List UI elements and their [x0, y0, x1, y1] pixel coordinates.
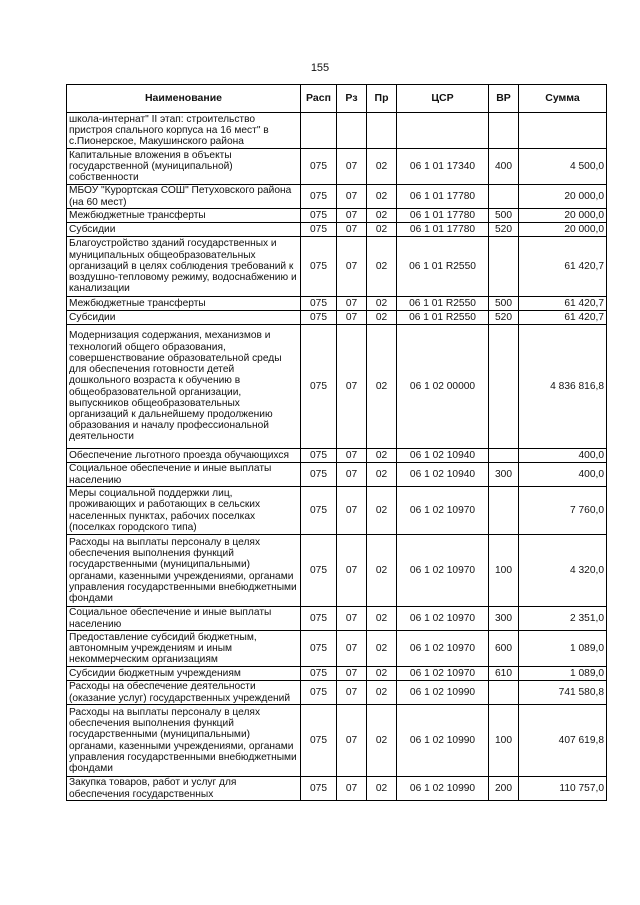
row-rz-cell: 07 [337, 449, 367, 463]
row-pr-cell: 02 [367, 535, 397, 607]
row-rz-cell: 07 [337, 667, 367, 681]
row-csr-cell: 06 1 02 10990 [397, 705, 489, 777]
row-pr-cell: 02 [367, 449, 397, 463]
row-vr-cell: 300 [489, 463, 519, 487]
row-pr-cell: 02 [367, 487, 397, 535]
row-csr-cell: 06 1 01 17780 [397, 185, 489, 209]
header-csr: ЦСР [397, 85, 489, 113]
row-csr-cell: 06 1 01 17340 [397, 149, 489, 185]
table-row [67, 705, 607, 777]
row-vr-cell: 520 [489, 311, 519, 325]
row-sum-cell: 4 836 816,8 [519, 325, 607, 449]
row-csr-cell: 06 1 02 00000 [397, 325, 489, 449]
row-pr-cell: 02 [367, 297, 397, 311]
row-vr-cell [489, 113, 519, 149]
row-rz-cell: 07 [337, 325, 367, 449]
row-rasp-cell: 075 [301, 777, 337, 801]
row-csr-cell: 06 1 02 10970 [397, 631, 489, 667]
row-name-cell: Благоустройство зданий государственных и муниципальных общеобразовательных организаций в целях соблюдения требований к воздушно-тепловому режиму, водоснабжению и канализации [67, 237, 301, 297]
row-sum-cell: 407 619,8 [519, 705, 607, 777]
row-csr-cell: 06 1 02 10970 [397, 535, 489, 607]
row-vr-cell [489, 487, 519, 535]
table-row [67, 607, 607, 631]
row-sum-cell: 400,0 [519, 449, 607, 463]
row-pr-cell: 02 [367, 705, 397, 777]
header-rasp: Расп [301, 85, 337, 113]
row-rz-cell: 07 [337, 463, 367, 487]
row-vr-cell: 300 [489, 607, 519, 631]
row-pr-cell: 02 [367, 607, 397, 631]
row-vr-cell: 400 [489, 149, 519, 185]
table-row [67, 463, 607, 487]
row-rz-cell: 07 [337, 705, 367, 777]
row-pr-cell: 02 [367, 237, 397, 297]
header-sum: Сумма [519, 85, 607, 113]
row-sum-cell: 2 351,0 [519, 607, 607, 631]
row-pr-cell: 02 [367, 149, 397, 185]
row-rasp-cell: 075 [301, 607, 337, 631]
row-rasp-cell: 075 [301, 209, 337, 223]
row-name-cell: Межбюджетные трансферты [67, 297, 301, 311]
row-pr-cell [367, 113, 397, 149]
row-rz-cell: 07 [337, 631, 367, 667]
row-sum-cell: 4 320,0 [519, 535, 607, 607]
budget-table [66, 84, 607, 801]
row-csr-cell: 06 1 02 10990 [397, 777, 489, 801]
row-pr-cell: 02 [367, 223, 397, 237]
row-name-cell: Закупка товаров, работ и услуг для обеспечения государственных [67, 777, 301, 801]
row-rz-cell: 07 [337, 185, 367, 209]
table-row [67, 535, 607, 607]
row-rasp-cell: 075 [301, 667, 337, 681]
table-row [67, 149, 607, 185]
row-vr-cell [489, 325, 519, 449]
row-sum-cell: 1 089,0 [519, 667, 607, 681]
row-name-cell: Расходы на обеспечение деятельности (оказание услуг) государственных учреждений [67, 681, 301, 705]
row-vr-cell: 600 [489, 631, 519, 667]
row-rasp-cell: 075 [301, 631, 337, 667]
table-row [67, 209, 607, 223]
row-name-cell: Предоставление субсидий бюджетным, автономным учреждениям и иным некоммерческим организациям [67, 631, 301, 667]
row-sum-cell: 1 089,0 [519, 631, 607, 667]
row-rasp-cell: 075 [301, 223, 337, 237]
row-vr-cell: 100 [489, 535, 519, 607]
row-csr-cell: 06 1 02 10990 [397, 681, 489, 705]
row-csr-cell: 06 1 01 R2550 [397, 297, 489, 311]
row-csr-cell: 06 1 02 10970 [397, 667, 489, 681]
row-rz-cell: 07 [337, 149, 367, 185]
table-row [67, 297, 607, 311]
row-rasp-cell: 075 [301, 681, 337, 705]
table-row [67, 223, 607, 237]
row-rz-cell: 07 [337, 777, 367, 801]
row-rz-cell: 07 [337, 311, 367, 325]
row-rz-cell [337, 113, 367, 149]
row-csr-cell [397, 113, 489, 149]
row-sum-cell: 400,0 [519, 463, 607, 487]
page-number: 155 [310, 62, 330, 74]
row-sum-cell [519, 113, 607, 149]
row-sum-cell: 741 580,8 [519, 681, 607, 705]
row-rz-cell: 07 [337, 237, 367, 297]
row-rasp-cell: 075 [301, 463, 337, 487]
row-csr-cell: 06 1 02 10970 [397, 607, 489, 631]
row-rasp-cell: 075 [301, 705, 337, 777]
row-sum-cell: 61 420,7 [519, 297, 607, 311]
row-vr-cell: 520 [489, 223, 519, 237]
row-name-cell: Субсидии [67, 311, 301, 325]
row-pr-cell: 02 [367, 681, 397, 705]
header-rz: Рз [337, 85, 367, 113]
table-row [67, 237, 607, 297]
row-rasp-cell: 075 [301, 487, 337, 535]
row-pr-cell: 02 [367, 463, 397, 487]
row-csr-cell: 06 1 02 10970 [397, 487, 489, 535]
table-row [67, 667, 607, 681]
row-rasp-cell: 075 [301, 325, 337, 449]
row-rz-cell: 07 [337, 681, 367, 705]
row-sum-cell: 61 420,7 [519, 237, 607, 297]
row-name-cell: Обеспечение льготного проезда обучающихся [67, 449, 301, 463]
table-header-row [67, 85, 607, 113]
row-name-cell: Субсидии бюджетным учреждениям [67, 667, 301, 681]
row-sum-cell: 61 420,7 [519, 311, 607, 325]
row-sum-cell: 20 000,0 [519, 185, 607, 209]
row-name-cell: Социальное обеспечение и иные выплаты населению [67, 607, 301, 631]
row-rz-cell: 07 [337, 535, 367, 607]
row-csr-cell: 06 1 01 R2550 [397, 311, 489, 325]
row-vr-cell: 610 [489, 667, 519, 681]
table-row [67, 449, 607, 463]
header-pr: Пр [367, 85, 397, 113]
row-csr-cell: 06 1 01 17780 [397, 209, 489, 223]
row-rz-cell: 07 [337, 297, 367, 311]
row-name-cell: школа-интернат" II этап: строительство пристроя спального корпуса на 16 мест" в с.Пионерское, Макушинского района [67, 113, 301, 149]
table-row [67, 487, 607, 535]
table-row [67, 113, 607, 149]
row-rasp-cell: 075 [301, 311, 337, 325]
row-pr-cell: 02 [367, 209, 397, 223]
row-sum-cell: 20 000,0 [519, 209, 607, 223]
row-rasp-cell: 075 [301, 185, 337, 209]
row-rasp-cell: 075 [301, 237, 337, 297]
row-rz-cell: 07 [337, 487, 367, 535]
row-rasp-cell: 075 [301, 449, 337, 463]
row-rz-cell: 07 [337, 607, 367, 631]
row-sum-cell: 7 760,0 [519, 487, 607, 535]
row-name-cell: Субсидии [67, 223, 301, 237]
row-name-cell: Капитальные вложения в объекты государственной (муниципальной) собственности [67, 149, 301, 185]
row-pr-cell: 02 [367, 325, 397, 449]
row-name-cell: Расходы на выплаты персоналу в целях обеспечения выполнения функций государственными (муниципальными) органами, казенными учреждениями, органами управления государственными внебюджетными фондами [67, 705, 301, 777]
row-vr-cell [489, 681, 519, 705]
row-rz-cell: 07 [337, 223, 367, 237]
row-name-cell: Расходы на выплаты персоналу в целях обеспечения выполнения функций государственными (муниципальными) органами, казенными учреждениями, органами управления государственными внебюджетными фондами [67, 535, 301, 607]
table-row [67, 681, 607, 705]
row-name-cell: Меры социальной поддержки лиц, проживающих и работающих в сельских населенных пунктах, рабочих поселках (поселках городского типа) [67, 487, 301, 535]
row-vr-cell [489, 237, 519, 297]
row-vr-cell: 200 [489, 777, 519, 801]
row-vr-cell: 500 [489, 209, 519, 223]
row-name-cell: МБОУ "Курортская СОШ" Петуховского района (на 60 мест) [67, 185, 301, 209]
row-csr-cell: 06 1 02 10940 [397, 463, 489, 487]
row-csr-cell: 06 1 01 R2550 [397, 237, 489, 297]
row-rz-cell: 07 [337, 209, 367, 223]
row-rasp-cell: 075 [301, 297, 337, 311]
row-vr-cell: 100 [489, 705, 519, 777]
row-rasp-cell [301, 113, 337, 149]
row-pr-cell: 02 [367, 185, 397, 209]
row-pr-cell: 02 [367, 777, 397, 801]
row-name-cell: Межбюджетные трансферты [67, 209, 301, 223]
row-csr-cell: 06 1 02 10940 [397, 449, 489, 463]
row-rasp-cell: 075 [301, 149, 337, 185]
table-row [67, 325, 607, 449]
table-row [67, 185, 607, 209]
row-rasp-cell: 075 [301, 535, 337, 607]
table-row [67, 777, 607, 801]
row-sum-cell: 4 500,0 [519, 149, 607, 185]
row-name-cell: Модернизация содержания, механизмов и технологий общего образования, совершенствование образовательной среды для обеспечения готовности детей дошкольного возраста к обучению в общеобразовательной организации, выпускников общеобразовательных организаций к дальнейшему продолжению образования и началу профессиональной деятельности [67, 325, 301, 449]
row-vr-cell [489, 185, 519, 209]
header-vr: ВР [489, 85, 519, 113]
row-sum-cell: 110 757,0 [519, 777, 607, 801]
table-row [67, 311, 607, 325]
row-pr-cell: 02 [367, 667, 397, 681]
row-name-cell: Социальное обеспечение и иные выплаты населению [67, 463, 301, 487]
table-row [67, 631, 607, 667]
row-pr-cell: 02 [367, 631, 397, 667]
row-vr-cell: 500 [489, 297, 519, 311]
row-csr-cell: 06 1 01 17780 [397, 223, 489, 237]
row-sum-cell: 20 000,0 [519, 223, 607, 237]
row-vr-cell [489, 449, 519, 463]
row-pr-cell: 02 [367, 311, 397, 325]
header-name: Наименование [67, 85, 301, 113]
